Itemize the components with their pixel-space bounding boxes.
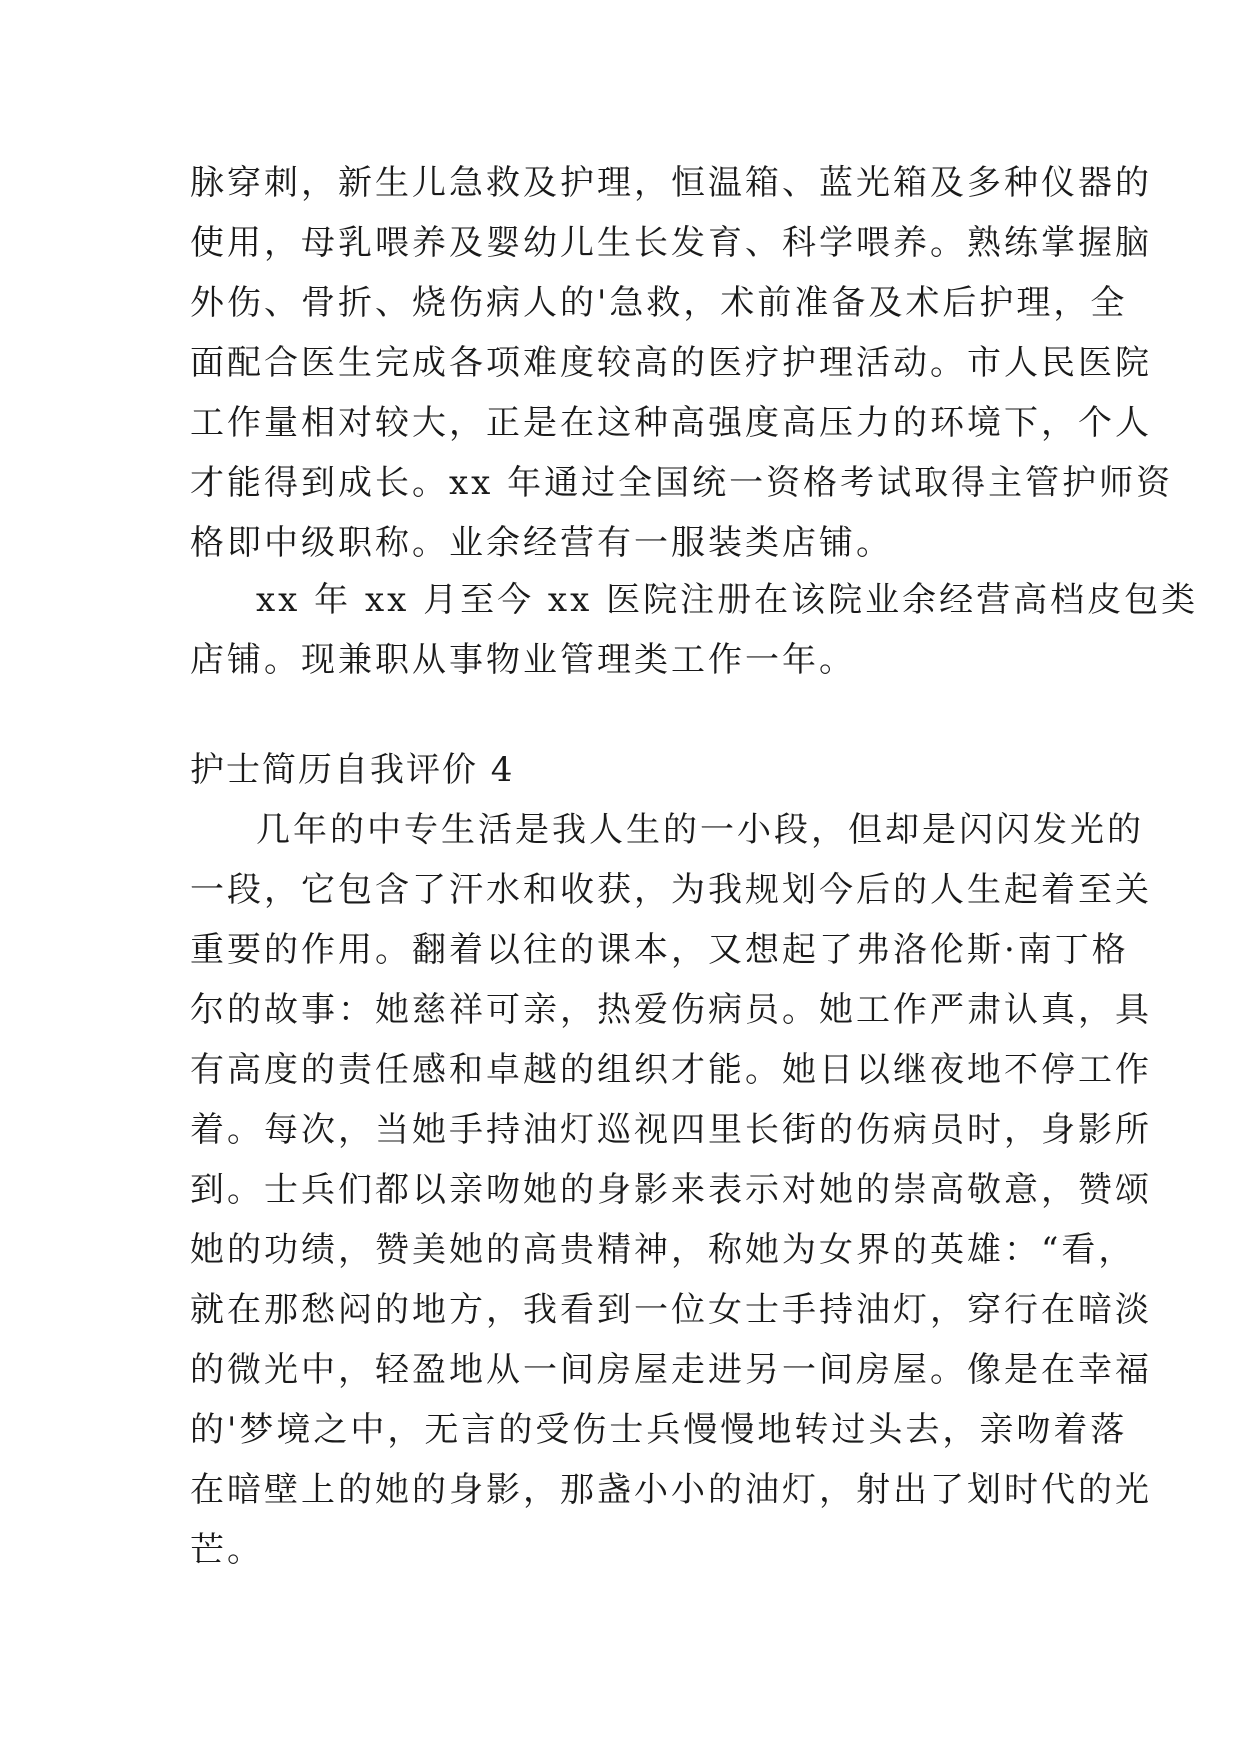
paragraph-line: 到。士兵们都以亲吻她的身影来表示对她的崇高敬意，赞颂	[190, 1170, 1152, 1210]
paragraph-line: 重要的作用。翻着以往的课本，又想起了弗洛伦斯·南丁格	[190, 930, 1129, 970]
paragraph-line: 工作量相对较大，正是在这种高强度高压力的环境下，个人	[190, 403, 1152, 443]
section-heading-block	[190, 740, 1050, 800]
paragraph-2	[190, 570, 1199, 690]
paragraph-line: 才能得到成长。xx 年通过全国统一资格考试取得主管护师资	[190, 463, 1174, 503]
paragraph-line: 外伤、骨折、烧伤病人的'急救，术前准备及术后护理，全	[190, 283, 1128, 323]
paragraph-line: 的微光中，轻盈地从一间房屋走进另一间房屋。像是在幸福	[190, 1350, 1152, 1390]
paragraph-line: 就在那愁闷的地方，我看到一位女士手持油灯，穿行在暗淡	[190, 1290, 1152, 1330]
paragraph-line: 使用，母乳喂养及婴幼儿生长发育、科学喂养。熟练掌握脑	[190, 223, 1152, 263]
paragraph-line: 在暗壁上的她的身影，那盏小小的油灯，射出了划时代的光	[190, 1470, 1152, 1510]
paragraph-line: 格即中级职称。业余经营有一服装类店铺。	[190, 523, 893, 563]
section-heading: 护士简历自我评价 4	[190, 750, 515, 790]
paragraph-line: 的'梦境之中，无言的受伤士兵慢慢地转过头去，亲吻着落	[190, 1410, 1128, 1450]
paragraph-line: xx 年 xx 月至今 xx 医院注册在该院业余经营高档皮包类	[256, 580, 1199, 620]
paragraph-1	[190, 153, 1174, 573]
paragraph-line: 有高度的责任感和卓越的组织才能。她日以继夜地不停工作	[190, 1050, 1152, 1090]
paragraph-line: 一段，它包含了汗水和收获，为我规划今后的人生起着至关	[190, 870, 1152, 910]
paragraph-line: 脉穿刺，新生儿急救及护理，恒温箱、蓝光箱及多种仪器的	[190, 163, 1152, 203]
paragraph-line: 尔的故事：她慈祥可亲，热爱伤病员。她工作严肃认真，具	[190, 990, 1152, 1030]
paragraph-line: 着。每次，当她手持油灯巡视四里长街的伤病员时，身影所	[190, 1110, 1152, 1150]
paragraph-line: 几年的中专生活是我人生的一小段，但却是闪闪发光的	[256, 810, 1144, 850]
paragraph-line: 她的功绩，赞美她的高贵精神，称她为女界的英雄：“看，	[190, 1230, 1136, 1270]
paragraph-3	[190, 800, 1152, 1580]
paragraph-line: 店铺。现兼职从事物业管理类工作一年。	[190, 640, 856, 680]
paragraph-line: 芒。	[190, 1530, 264, 1570]
paragraph-line: 面配合医生完成各项难度较高的医疗护理活动。市人民医院	[190, 343, 1152, 383]
